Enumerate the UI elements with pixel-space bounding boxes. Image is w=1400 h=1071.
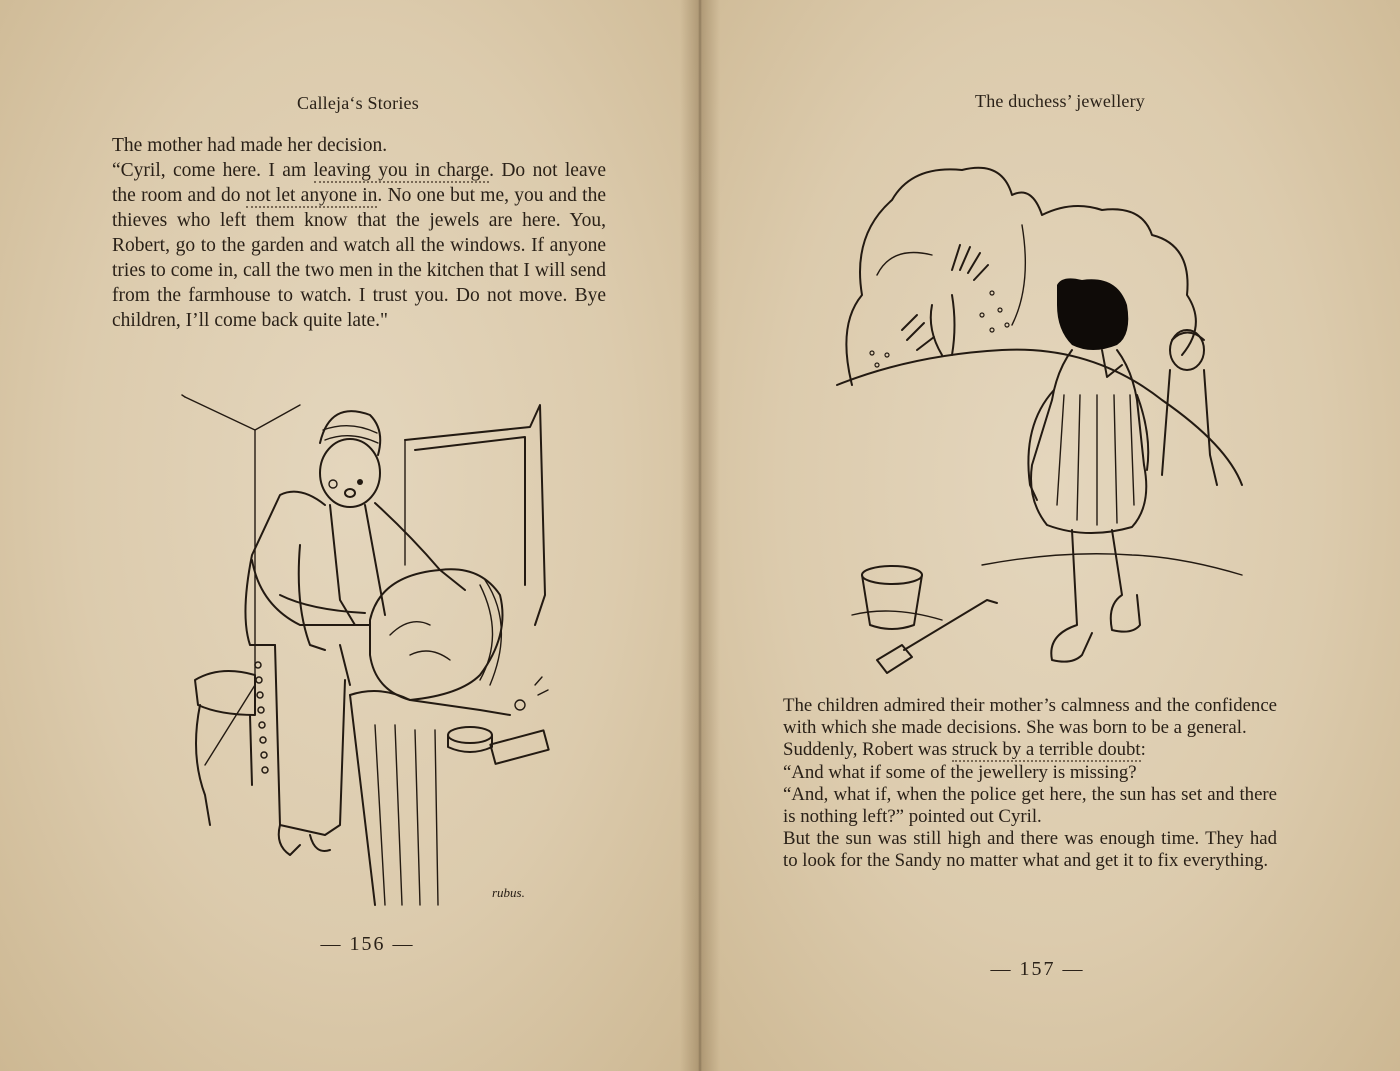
- illustration-children-in-garden: [832, 155, 1252, 695]
- text-run: :: [1140, 739, 1146, 761]
- highlighted-phrase[interactable]: leaving you in charge: [313, 160, 490, 181]
- paragraph: The children admired their mother’s calmness and the confidence with which she made decisions. She was born to be a general.: [783, 695, 1277, 739]
- page-number-right: — 157 —: [990, 958, 1085, 980]
- running-head-right: The duchess’ jewellery: [975, 91, 1145, 111]
- illustration-mother-with-bag: [180, 385, 560, 920]
- artist-signature: rubus.: [492, 885, 525, 900]
- paragraph: [783, 739, 1277, 761]
- paragraph: But the sun was still high and there was enough time. They had to look for the Sandy no matter what and get it to fix everything.: [783, 828, 1277, 872]
- text-run: . No one but me, you and the thieves who left them know that the jewels are here. You, Robert, go to the garden and watch all the windows. If anyone tries to come in, call the two men in the kitchen that I will send from the farmhouse to watch. I trust you. Do not move. Bye children, I’ll come back quite late.": [112, 185, 607, 331]
- paragraph: “And what if some of the jewellery is missing?: [783, 761, 1137, 783]
- paragraph: [112, 158, 606, 333]
- text-run: . Do not leave the room and do: [112, 160, 607, 206]
- text-run: “Cyril, come here. I am: [112, 160, 314, 181]
- paragraph: The mother had made her decision.: [112, 135, 388, 156]
- highlighted-phrase[interactable]: not let anyone in: [245, 185, 378, 206]
- right-body-text: [783, 695, 1277, 873]
- right-page: [700, 0, 1400, 1071]
- page-number-left: — 156 —: [320, 933, 415, 955]
- running-head-left: Calleja‘s Stories: [297, 93, 419, 113]
- left-body-text: [112, 133, 606, 333]
- text-run: Suddenly, Robert was: [783, 739, 952, 761]
- highlighted-phrase[interactable]: struck by a terrible doubt: [951, 739, 1141, 761]
- paragraph: “And, what if, when the police get here, the sun has set and there is nothing left?” pointed out Cyril.: [783, 783, 1277, 828]
